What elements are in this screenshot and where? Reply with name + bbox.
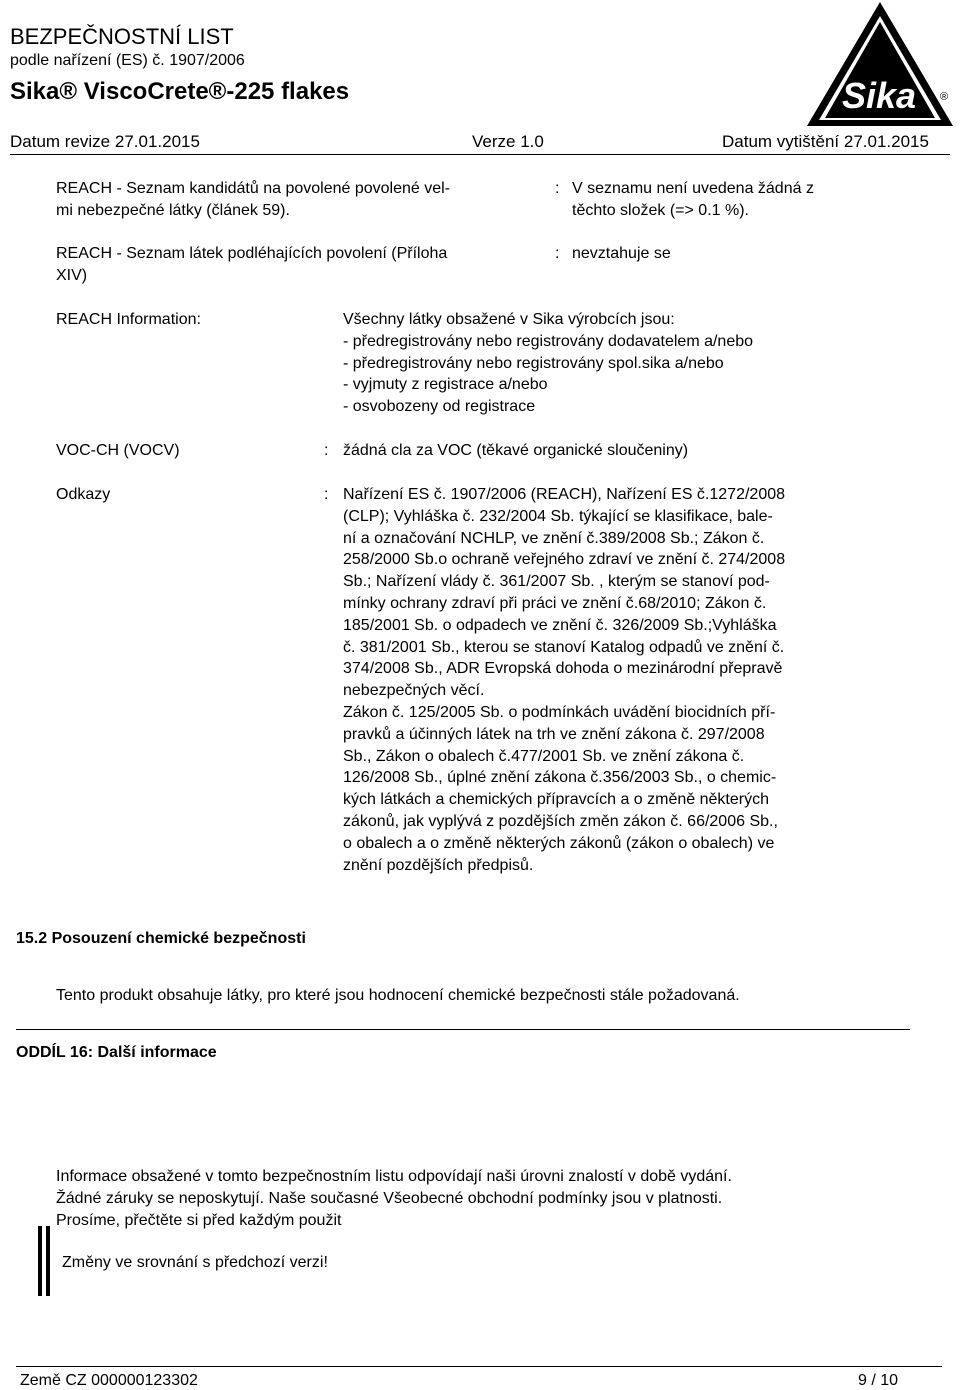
- svg-text:®: ®: [940, 91, 949, 103]
- changes-note: Změny ve srovnání s předchozí verzi!: [62, 1254, 328, 1271]
- reach-annex-colon: :: [555, 245, 560, 262]
- print-date: Datum vytištění 27.01.2015: [722, 132, 929, 151]
- reach-candidate-value: V seznamu není uvedena žádná z těchto složek (=> 0.1 %).: [572, 180, 814, 219]
- reach-annex-value: nevztahuje se: [572, 245, 671, 262]
- reach-info-label: REACH Information:: [56, 311, 201, 328]
- change-bar-left: [38, 1226, 42, 1296]
- section-15-2-title: 15.2 Posouzení chemické bezpečnosti: [16, 930, 306, 947]
- section-16-info: Informace obsažené v tomto bezpečnostním listu odpovídají naši úrovni znalostí v době vydání. Žádné záruky se neposkytují. Naše současné Všeobecné obchodní podmínky jsou v platnosti. Prosíme, přečtěte si před každým použit: [56, 1168, 732, 1229]
- voc-label: VOC-CH (VOCV): [56, 442, 180, 459]
- revision-date: Datum revize 27.01.2015: [10, 132, 200, 151]
- regulation-subtitle: podle nařízení (ES) č. 1907/2006: [10, 52, 245, 69]
- references-label: Odkazy: [56, 486, 111, 503]
- voc-colon: :: [324, 442, 329, 459]
- sika-logo: [805, 0, 955, 128]
- product-name: Sika® ViscoCrete®-225 flakes: [10, 78, 350, 105]
- references-colon: :: [324, 486, 329, 503]
- references-value: Nařízení ES č. 1907/2006 (REACH), Nařízení ES č.1272/2008 (CLP); Vyhláška č. 232/2004 Sb. týkající se klasifikace, bale- ní a označování NCHLP, ve znění č.389/2008 Sb.; Zákon č. 258/2000 Sb.o ochraně veřejného zdraví ve znění č. 274/2008 Sb.; Nařízení vlády č. 361/2007 Sb. , kterým se stanoví pod- mínky ochrany zdraví při práci ve znění č.68/2010; Zákon č. 185/2001 Sb. o odpadech ve znění č. 326/2009 Sb.;Vyhláška č. 381/2001 Sb., kterou se stanoví Katalog odpadů ve znění č. 374/2008 Sb., ADR Evropská dohoda o mezinárodní přepravě nebezpečných věcí. Zákon č. 125/2005 Sb. o podmínkách uvádění biocidních pří- pravků a účinných látek na trh ve znění zákona č. 297/2008 Sb., Zákon o obalech č.477/2001 Sb. ve znění zákona č. 126/2008 Sb., úplné znění zákona č.356/2003 Sb., o chemic- kých látkách a chemických přípravcích a o změně některých zákonů, jak vyplývá z pozdějších změn zákon č. 66/2006 Sb., o obalech a o změně některých zákonů (zákon o obalech) ve znění pozdějších předpisů.: [343, 486, 786, 874]
- voc-value: žádná cla za VOC (těkavé organické sloučeniny): [343, 442, 689, 459]
- change-bar-right: [46, 1226, 50, 1296]
- reach-candidate-label: REACH - Seznam kandidátů na povolené povolené vel- mi nebezpečné látky (článek 59).: [56, 180, 451, 219]
- section-16-title: ODDÍL 16: Další informace: [16, 1044, 217, 1061]
- footer-rule: [16, 1366, 942, 1367]
- version: Verze 1.0: [472, 132, 544, 151]
- section-16-rule: [16, 1029, 910, 1030]
- reach-candidate-colon: :: [555, 180, 560, 197]
- footer-page-number: 9 / 10: [858, 1372, 899, 1389]
- document-title: BEZPEČNOSTNÍ LIST: [10, 24, 234, 49]
- header-rule: [10, 154, 950, 155]
- svg-text:Sika: Sika: [841, 75, 917, 116]
- reach-annex-label: REACH - Seznam látek podléhajících povolení (Příloha XIV): [56, 245, 448, 284]
- sika-logo-icon: [805, 0, 955, 128]
- section-15-2-text: Tento produkt obsahuje látky, pro které jsou hodnocení chemické bezpečnosti stále požadovaná.: [56, 987, 740, 1004]
- footer-country-code: Země CZ 000000123302: [20, 1372, 198, 1389]
- reach-info-value: Všechny látky obsažené v Sika výrobcích jsou: - předregistrovány nebo registrovány dodavatelem a/nebo - předregistrovány nebo registrovány spol.sika a/nebo - vyjmuty z registrace a/nebo - osvobozeny od registrace: [343, 311, 754, 416]
